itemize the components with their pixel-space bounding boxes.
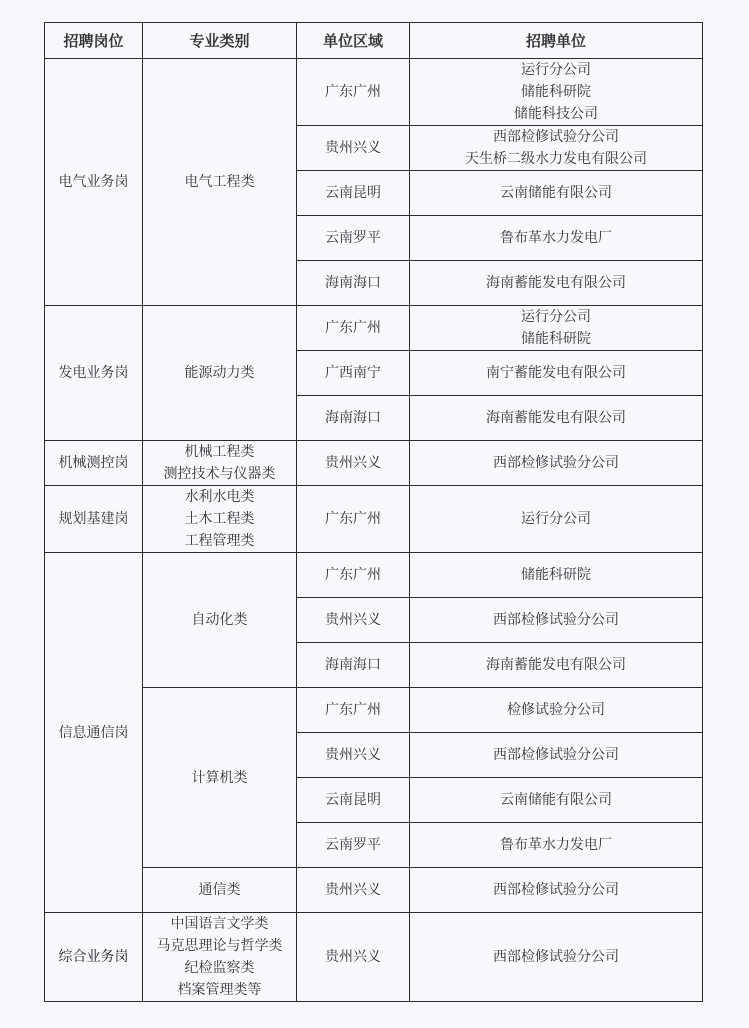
region-cell: 云南罗平	[297, 216, 410, 261]
unit-cell: 运行分公司 储能科研院	[410, 306, 703, 351]
unit-cell: 西部检修试验分公司	[410, 441, 703, 486]
major-cell: 机械工程类 测控技术与仪器类	[143, 441, 297, 486]
region-cell: 贵州兴义	[297, 126, 410, 171]
region-cell: 广东广州	[297, 306, 410, 351]
unit-cell: 海南蓄能发电有限公司	[410, 396, 703, 441]
table-row	[45, 688, 703, 733]
major-cell: 计算机类	[143, 688, 297, 868]
table-row	[45, 913, 703, 1002]
unit-cell: 云南储能有限公司	[410, 778, 703, 823]
major-cell: 能源动力类	[143, 306, 297, 441]
region-cell: 贵州兴义	[297, 868, 410, 913]
table-row	[45, 868, 703, 913]
region-cell: 云南昆明	[297, 778, 410, 823]
post-cell: 规划基建岗	[45, 486, 143, 553]
major-cell: 水利水电类 土木工程类 工程管理类	[143, 486, 297, 553]
unit-cell: 西部检修试验分公司	[410, 598, 703, 643]
region-cell: 贵州兴义	[297, 733, 410, 778]
table-row	[45, 441, 703, 486]
region-cell: 贵州兴义	[297, 441, 410, 486]
post-cell: 发电业务岗	[45, 306, 143, 441]
table-row	[45, 486, 703, 553]
unit-cell: 西部检修试验分公司	[410, 733, 703, 778]
region-cell: 广西南宁	[297, 351, 410, 396]
table-row	[45, 59, 703, 126]
unit-cell: 鲁布革水力发电厂	[410, 823, 703, 868]
major-cell: 电气工程类	[143, 59, 297, 306]
recruitment-table	[44, 22, 703, 1002]
region-cell: 海南海口	[297, 261, 410, 306]
unit-cell: 检修试验分公司	[410, 688, 703, 733]
header-major: 专业类别	[143, 23, 297, 59]
unit-cell: 南宁蓄能发电有限公司	[410, 351, 703, 396]
unit-cell: 鲁布革水力发电厂	[410, 216, 703, 261]
unit-cell: 西部检修试验分公司	[410, 913, 703, 1002]
region-cell: 贵州兴义	[297, 913, 410, 1002]
header-unit: 招聘单位	[410, 23, 703, 59]
post-cell: 机械测控岗	[45, 441, 143, 486]
region-cell: 海南海口	[297, 396, 410, 441]
region-cell: 广东广州	[297, 553, 410, 598]
region-cell: 云南罗平	[297, 823, 410, 868]
region-cell: 广东广州	[297, 688, 410, 733]
unit-cell: 云南储能有限公司	[410, 171, 703, 216]
region-cell: 广东广州	[297, 59, 410, 126]
unit-cell: 海南蓄能发电有限公司	[410, 261, 703, 306]
region-cell: 广东广州	[297, 486, 410, 553]
post-cell: 综合业务岗	[45, 913, 143, 1002]
unit-cell: 西部检修试验分公司	[410, 868, 703, 913]
region-cell: 贵州兴义	[297, 598, 410, 643]
region-cell: 云南昆明	[297, 171, 410, 216]
region-cell: 海南海口	[297, 643, 410, 688]
table-row	[45, 553, 703, 598]
table-row	[45, 306, 703, 351]
header-region: 单位区域	[297, 23, 410, 59]
post-cell: 电气业务岗	[45, 59, 143, 306]
unit-cell: 运行分公司 储能科研院 储能科技公司	[410, 59, 703, 126]
major-cell: 通信类	[143, 868, 297, 913]
unit-cell: 储能科研院	[410, 553, 703, 598]
major-cell: 中国语言文学类 马克思理论与哲学类 纪检监察类 档案管理类等	[143, 913, 297, 1002]
unit-cell: 运行分公司	[410, 486, 703, 553]
major-cell: 自动化类	[143, 553, 297, 688]
unit-cell: 海南蓄能发电有限公司	[410, 643, 703, 688]
header-row	[45, 23, 703, 59]
post-cell: 信息通信岗	[45, 553, 143, 913]
unit-cell: 西部检修试验分公司 天生桥二级水力发电有限公司	[410, 126, 703, 171]
header-post: 招聘岗位	[45, 23, 143, 59]
